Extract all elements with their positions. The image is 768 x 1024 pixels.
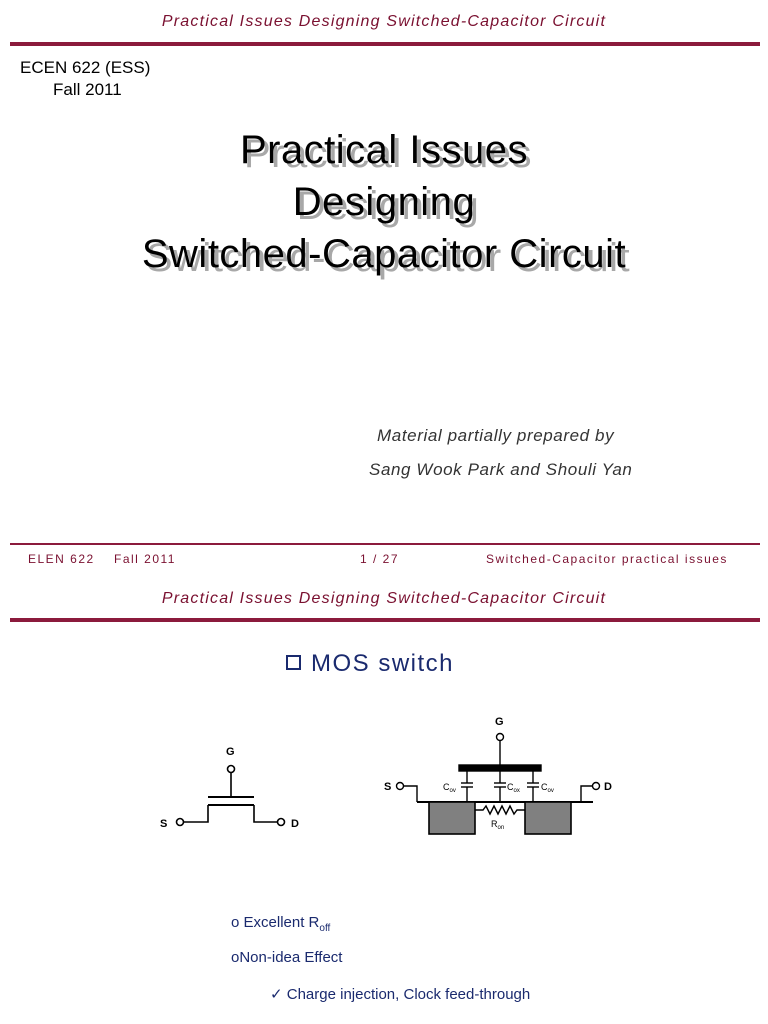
slide1-footer-rule [10,543,760,545]
drain-label: D [604,781,612,793]
check-icon: ✓ [270,986,283,1003]
bullet-marker: o [231,949,240,966]
drain-terminal [278,819,285,826]
footer-page-number: 1 / 27 [360,552,400,566]
source-terminal [177,819,184,826]
gate-terminal [228,766,235,773]
res-on-label: $R_{on}$ [491,819,505,831]
bullet-marker: o [231,914,240,931]
bullet-excellent-roff [231,914,330,934]
gate-label: G [226,746,235,758]
cap-ov-right-label: $C_{ov}$ [541,782,554,794]
section-title [286,650,454,678]
slide-title-line-1: Practical Issues [239,128,529,172]
checkbox-bullet-icon [286,655,301,670]
section-title-text: MOS switch [311,650,455,677]
source-label: S [160,818,168,830]
bullet-text: Excellent R [243,914,320,931]
slide1-header: Practical Issues Designing Switched-Capacitor Circuit [161,13,607,30]
slide2-header: Practical Issues Designing Switched-Capacitor Circuit [161,590,607,607]
footer-topic: Switched-Capacitor practical issues [486,552,728,566]
slide-title-line-3: Switched-Capacitor Circuit [141,232,627,276]
gate-label: G [495,716,504,728]
credit-line-2: Sang Wook Park and Shouli Yan [369,460,633,479]
slide1-header-rule [10,42,760,46]
course-code: ECEN 622 (ESS) [20,58,151,77]
bullet-non-idea-effect [231,949,342,966]
credit-line-1: Material partially prepared by [377,426,615,445]
slide-title-line-2: Designing [292,180,476,224]
bullet-subscript: off [319,923,331,934]
cap-ox-label: $C_{ox}$ [507,782,520,794]
sub-bullet-charge-injection [270,985,530,1003]
bullet-text: Non-idea Effect [239,949,343,966]
mos-cross-section-diagram [385,710,625,845]
mos-switch-symbol [150,735,320,845]
cap-ov-left-label: $C_{ov}$ [443,782,456,794]
drain-label: D [291,818,299,830]
course-term: Fall 2011 [53,80,122,99]
sub-bullet-text: Charge injection, Clock feed-through [286,986,531,1003]
footer-course: ELEN 622 [28,552,95,566]
source-label: S [384,781,392,793]
slide2-header-rule [10,618,760,622]
footer-term: Fall 2011 [114,552,176,566]
